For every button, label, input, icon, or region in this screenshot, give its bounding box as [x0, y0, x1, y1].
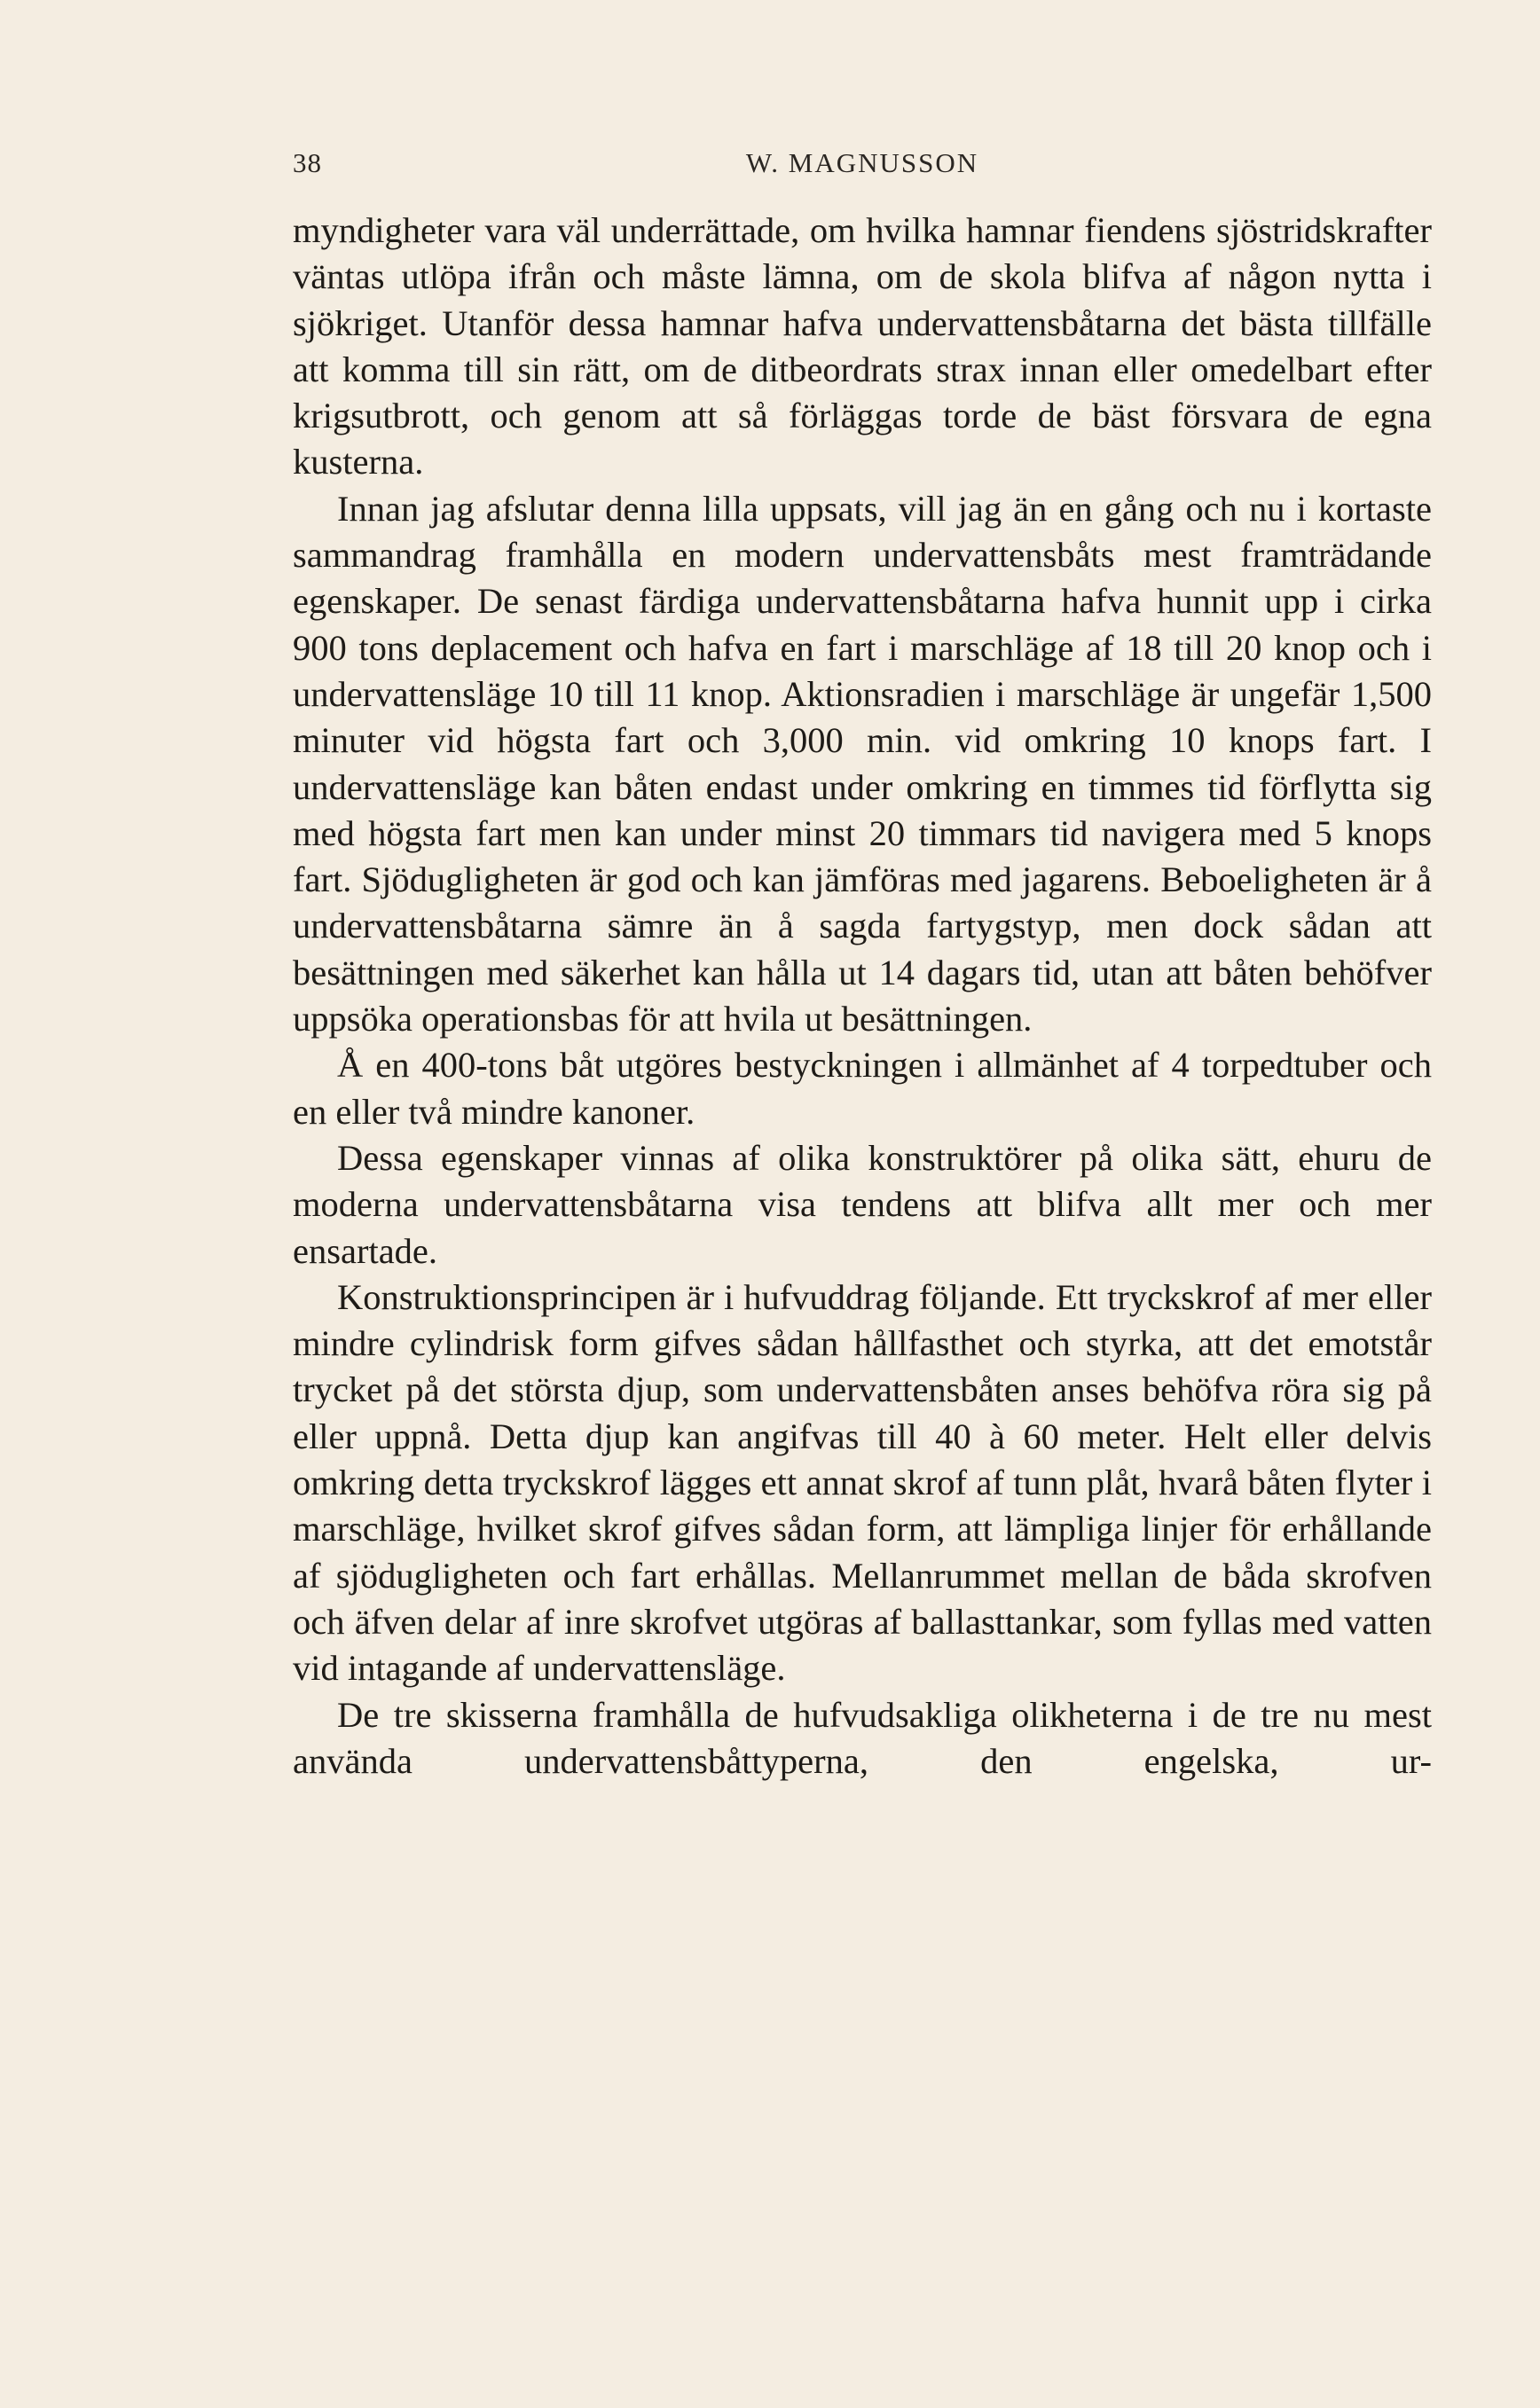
page-number: 38: [293, 147, 322, 178]
paragraph-continued: myndigheter vara väl underrättade, om hvilka hamnar fiendens sjöstridskrafter väntas utlöpa ifrån och måste lämna, om de skola blifva af någon nytta i sjökriget. Utanför dessa hamnar hafva undervattensbåtarna det bästa tillfälle att komma till sin rätt, om de ditbeordrats strax innan eller omedelbart efter krigsutbrott, och genom att så förläggas torde de bäst försvara de egna kusterna.: [293, 210, 1432, 482]
paragraph-construction-principle: Konstruktionsprincipen är i hufvuddrag följande. Ett tryckskrof af mer eller mindre cylindrisk form gifves sådan hållfasthet och styrka, att det emotstår trycket på det största djup, som undervattensbåten anses behöfva röra sig på eller uppnå. Detta djup kan angifvas till 40 à 60 meter. Helt eller delvis omkring detta tryckskrof lägges ett annat skrof af tunn plåt, hvarå båten flyter i marschläge, hvilket skrof gifves sådan form, att lämpliga linjer för erhållande af sjödugligheten och fart erhållas. Mellanrummet mellan de båda skrofven och äfven delar af inre skrofvet utgöras af ballasttankar, som fyllas med vatten vid intagande af undervattensläge.: [293, 1276, 1432, 1689]
paragraph-constructors: Dessa egenskaper vinnas af olika konstruktörer på olika sätt, ehuru de moderna undervattensbåtarna visa tendens att blifva allt mer och mer ensartade.: [293, 1137, 1432, 1271]
paragraph-sketches: De tre skisserna framhålla de hufvudsakliga olikheterna i de tre nu mest använda undervattensbåttyperna, den engelska, ur-: [293, 1694, 1432, 1781]
body-text: [293, 208, 1432, 1784]
running-head: W. MAGNUSSON: [745, 147, 979, 178]
page-header: [293, 147, 1432, 186]
paragraph-submarine-properties: Innan jag afslutar denna lilla uppsats, vill jag än en gång och nu i kortaste sammandrag framhålla en modern undervattensbåts mest framträdande egenskaper. De senast färdiga undervattensbåtarna hafva hunnit upp i cirka 900 tons deplacement och hafva en fart i marschläge af 18 till 20 knop och i undervattensläge 10 till 11 knop. Aktionsradien i marschläge är ungefär 1,500 minuter vid högsta fart och 3,000 min. vid omkring 10 knops fart. I undervattensläge kan båten endast under omkring en timmes tid förflytta sig med högsta fart men kan under minst 20 timmars tid navigera med 5 knops fart. Sjödugligheten är god och kan jämföras med jagarens. Beboeligheten är å undervattensbåtarna sämre än å sagda fartygstyp, men dock sådan att besättningen med säkerhet kan hålla ut 14 dagars tid, utan att båten behöfver uppsöka operationsbas för att hvila ut besättningen.: [293, 488, 1432, 1039]
paragraph-armament: Å en 400-tons båt utgöres bestyckningen i allmänhet af 4 torpedtuber och en eller två mindre kanoner.: [293, 1045, 1432, 1132]
